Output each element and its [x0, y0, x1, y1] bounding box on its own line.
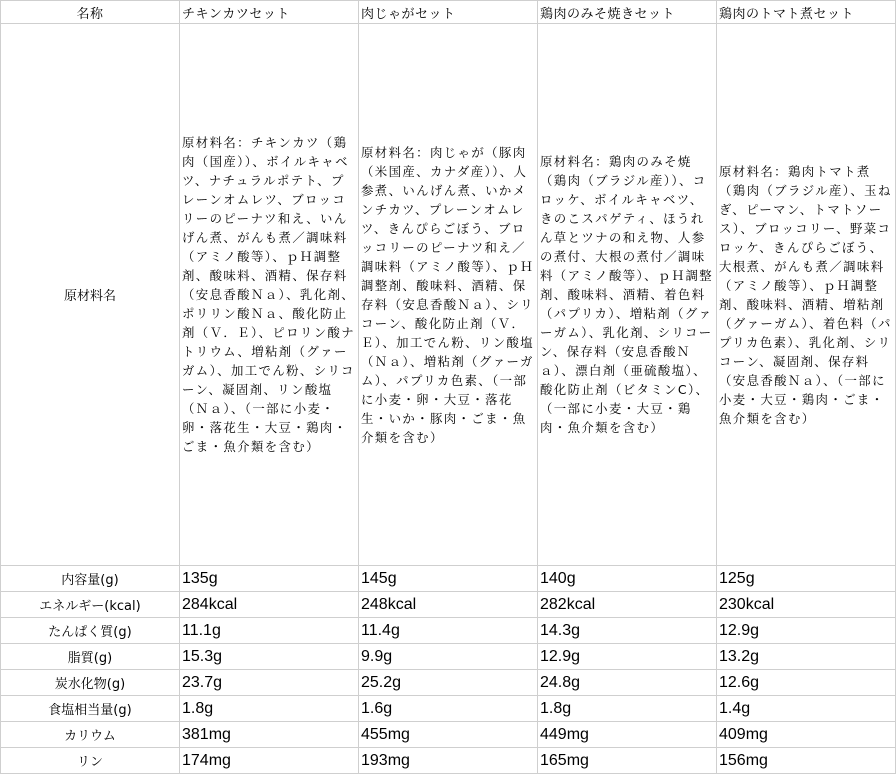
row-label: エネルギー(kcal) — [1, 592, 180, 618]
table-cell: 193mg — [359, 748, 538, 774]
table-cell: 282kcal — [538, 592, 717, 618]
table-cell: 15.3g — [180, 644, 359, 670]
table-cell: 23.7g — [180, 670, 359, 696]
ingredients-chicken-miso: 原材料名：鶏肉のみそ焼（鶏肉（ブラジル産））、コロッケ、ボイルキャベツ、きのこスパゲティ、ほうれん草とツナの和え物、人参の煮付、大根の煮付／調味料（アミノ酸等）、ｐＨ調整剤、酸味料、酒精、着色料（パプリカ）、増粘剤（グァーガム）、乳化剤、シリコーン、保存料（安息香酸Ｎａ）、漂白剤（亜硫酸塩）、酸化防止剤（ビタミンC）、（一部に小麦・大豆・鶏肉・魚介類を含む） — [538, 24, 717, 566]
table-row — [1, 618, 896, 644]
table-row — [1, 696, 896, 722]
product-header-nikujaga: 肉じゃがセット — [359, 1, 538, 24]
table-cell: 284kcal — [180, 592, 359, 618]
row-label: カリウム — [1, 722, 180, 748]
table-cell: 409mg — [717, 722, 896, 748]
table-row — [1, 748, 896, 774]
table-cell: 156mg — [717, 748, 896, 774]
ingredients-label: 原材料名 — [1, 24, 180, 566]
table-row — [1, 722, 896, 748]
table-cell: 1.8g — [538, 696, 717, 722]
ingredients-chicken-katsu: 原材料名：チキンカツ（鶏肉（国産））、ボイルキャベツ、ナチュラルポテト、プレーンオムレツ、ブロッコリーのピーナツ和え、いんげん煮、がんも煮／調味料（アミノ酸等）、ｐＨ調整剤、酸味料、酒精、保存料（安息香酸Ｎａ）、乳化剤、ポリリン酸Ｎａ、酸化防止剤（Ｖ．Ｅ）、ピロリン酸ナトリウム、増粘剤（グァーガム）、加工でん粉、シリコーン、凝固剤、リン酸塩（Ｎａ）、（一部に小麦・卵・落花生・大豆・鶏肉・ごま・魚介類を含む） — [180, 24, 359, 566]
table-row — [1, 566, 896, 592]
name-column-header: 名称 — [1, 1, 180, 24]
row-label: 食塩相当量(g) — [1, 696, 180, 722]
table-cell: 1.6g — [359, 696, 538, 722]
product-header-chicken-tomato: 鶏肉のトマト煮セット — [717, 1, 896, 24]
table-cell: 13.2g — [717, 644, 896, 670]
table-cell: 12.6g — [717, 670, 896, 696]
header-row — [1, 1, 896, 24]
table-cell: 135g — [180, 566, 359, 592]
table-row — [1, 670, 896, 696]
table-cell: 12.9g — [717, 618, 896, 644]
table-cell: 1.8g — [180, 696, 359, 722]
row-label: 炭水化物(g) — [1, 670, 180, 696]
table-cell: 449mg — [538, 722, 717, 748]
ingredients-nikujaga: 原材料名：肉じゃが（豚肉（米国産、カナダ産））、人参煮、いんげん煮、いかメンチカツ、プレーンオムレツ、きんぴらごぼう、ブロッコリーのピーナツ和え／調味料（アミノ酸等）、ｐＨ調整剤、酸味料、酒精、保存料（安息香酸Ｎａ）、シリコーン、酸化防止剤（Ｖ．Ｅ）、加工でん粉、リン酸塩（Ｎａ）、増粘剤（グァーガム）、パプリカ色素、（一部に小麦・卵・大豆・落花生・いか・豚肉・ごま・魚介類を含む） — [359, 24, 538, 566]
row-label: リン — [1, 748, 180, 774]
table-cell: 230kcal — [717, 592, 896, 618]
table-cell: 248kcal — [359, 592, 538, 618]
table-cell: 1.4g — [717, 696, 896, 722]
product-header-chicken-katsu: チキンカツセット — [180, 1, 359, 24]
table-cell: 455mg — [359, 722, 538, 748]
table-cell: 381mg — [180, 722, 359, 748]
table-cell: 9.9g — [359, 644, 538, 670]
table-cell: 140g — [538, 566, 717, 592]
table-cell: 145g — [359, 566, 538, 592]
table-cell: 24.8g — [538, 670, 717, 696]
table-cell: 11.4g — [359, 618, 538, 644]
table-cell: 174mg — [180, 748, 359, 774]
table-cell: 12.9g — [538, 644, 717, 670]
table-cell: 11.1g — [180, 618, 359, 644]
table-row — [1, 644, 896, 670]
table-cell: 14.3g — [538, 618, 717, 644]
row-label: たんぱく質(g) — [1, 618, 180, 644]
table-cell: 165mg — [538, 748, 717, 774]
table-row — [1, 592, 896, 618]
table-cell: 25.2g — [359, 670, 538, 696]
product-header-chicken-miso: 鶏肉のみそ焼きセット — [538, 1, 717, 24]
row-label: 脂質(g) — [1, 644, 180, 670]
row-label: 内容量(g) — [1, 566, 180, 592]
ingredients-row — [1, 24, 896, 566]
ingredients-chicken-tomato: 原材料名：鶏肉トマト煮（鶏肉（ブラジル産）、玉ねぎ、ピーマン、トマトソース）、ブロッコリー、野菜コロッケ、きんぴらごぼう、大根煮、がんも煮／調味料（アミノ酸等）、ｐＨ調整剤、酸味料、酒精、増粘剤（グァーガム）、着色料（パプリカ色素）、乳化剤、シリコーン、凝固剤、保存料（安息香酸Ｎａ）、（一部に小麦・大豆・鶏肉・ごま・魚介類を含む） — [717, 24, 896, 566]
table-cell: 125g — [717, 566, 896, 592]
